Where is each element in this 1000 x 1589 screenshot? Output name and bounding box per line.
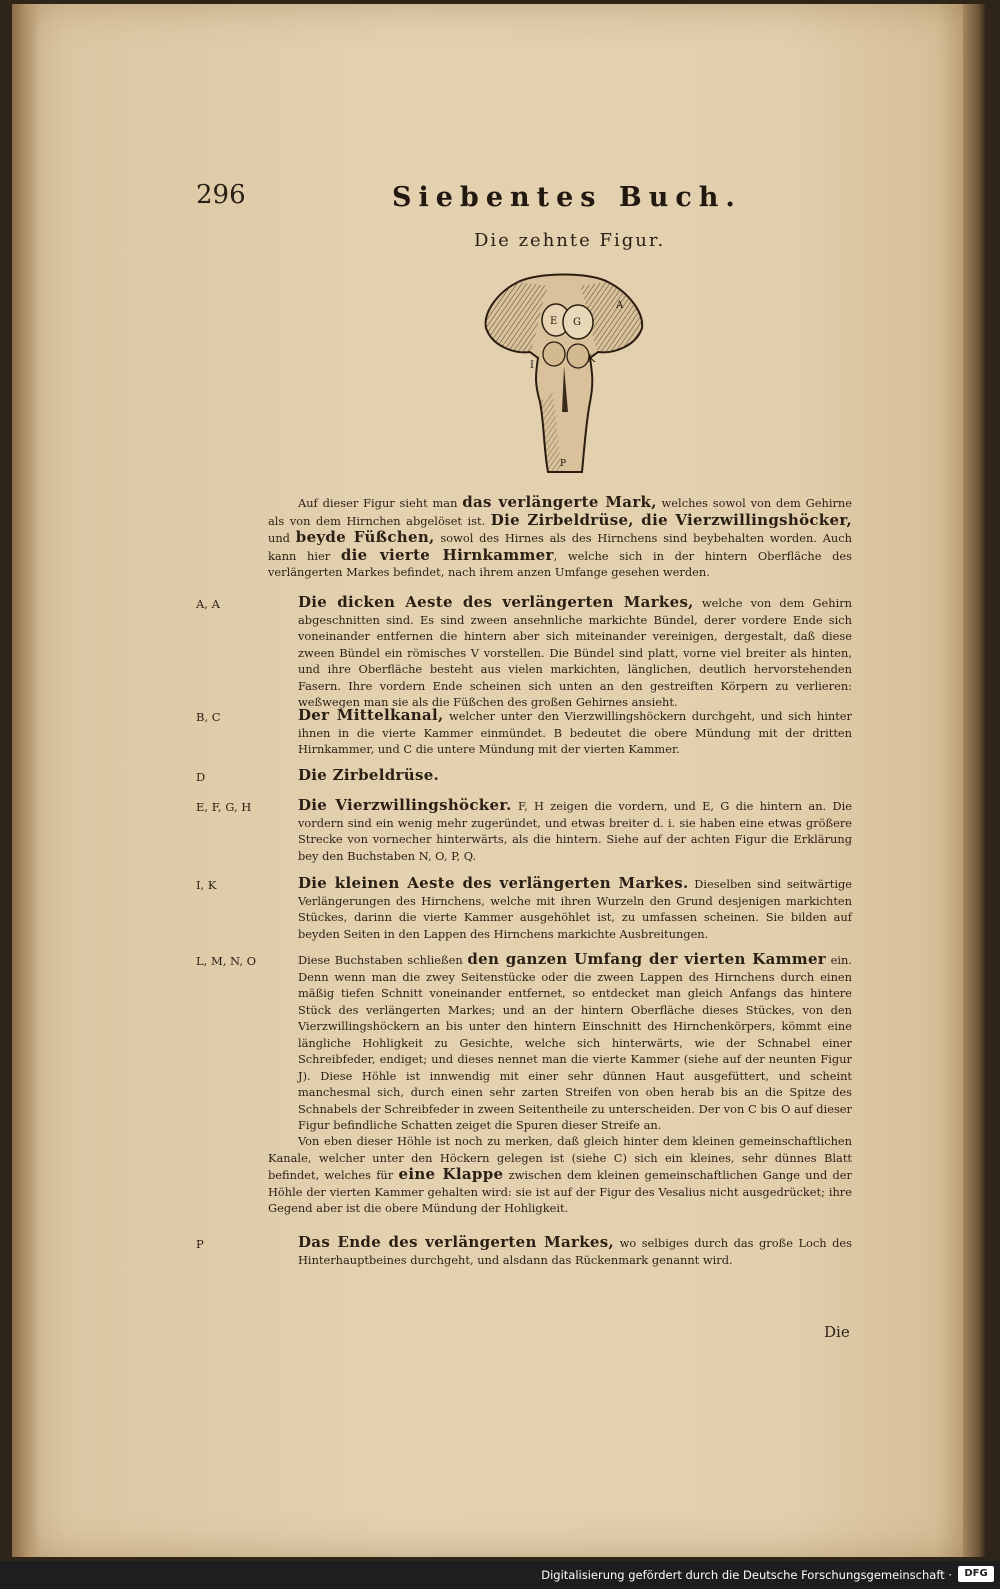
page-number: 296 — [196, 180, 246, 210]
entry-label: I, K — [196, 878, 217, 892]
figure-label-a: A — [616, 300, 624, 311]
page-gutter — [12, 4, 40, 1557]
figure-title: Die zehnte Figur. — [474, 230, 666, 251]
footer-text: Digitalisierung gefördert durch die Deutsche Forschungsgemeinschaft · — [541, 1568, 952, 1582]
entry-label: D — [196, 770, 206, 784]
brainstem-figure — [478, 262, 648, 474]
entry-label: L, M, N, O — [196, 954, 257, 968]
dfg-logo[interactable]: DFG — [958, 1566, 994, 1582]
entry-text: Der Mittelkanal, welcher unter den Vierzwillingshöckern durchgeht, und sich hinter ihnen in die vierte Kammer einmündet. B bedeutet die obere Mündung mit der dritten Hirnkammer, und C die untere Mündung mit der vierten Kammer. — [298, 706, 852, 756]
entry-text: Die kleinen Aeste des verlängerten Markes. Dieselben sind seitwärtige Verlängerungen des Hirnchens, welche mit ihren Wurzeln den Grund desjenigen markichten Stückes, darinn die vierte Kammer ausgehöhlet ist, zu umfassen scheinen. Sie bilden auf beyden Seiten in den Lappen des Hirnchens markichte Ausbreitungen. — [298, 874, 852, 941]
digitization-footer — [0, 1561, 1000, 1589]
page-edge — [963, 4, 985, 1557]
entry-label: B, C — [196, 710, 221, 724]
entry-text: Die Zirbeldrüse. — [298, 766, 440, 784]
entry-text: Die dicken Aeste des verlängerten Markes, welche von dem Gehirn abgeschnitten sind. Es sind zween ansehnliche markichte Bündel, derer vordere Ende sich voneinander entfernen die hintern aber sich miteinander vereinigen, dergestalt, daß diese zween Bündel ein römisches V vorstellen. Die Bündel sind platt, vorne viel breiter als hinten, und ihre Oberfläche besteht aus vielen markichten, länglichen, deutlich hervorstehenden Fasern. Ihre vordern Ende scheinen sich unten an den gestreiften Körpern zu verlieren: weßwegen man sie als die Füßchen des großen Gehirnes ansieht. — [298, 593, 853, 709]
figure-label-i: I — [530, 360, 534, 371]
entry-text: Die Vierzwillingshöcker. F, H zeigen die vordern, und E, G die hintern an. Die vordern sind ein wenig mehr zugeründet, und etwas breiter d. i. sie haben eine etwas größere Strecke von vornecher hinterwärts, als die hintern. Siehe auf der achten Figur die Erklärung bey den Buchstaben N, O, P, Q. — [298, 796, 852, 863]
catchword: Die — [824, 1323, 850, 1341]
figure-label-p: P — [560, 459, 567, 469]
figure-label-k: K — [588, 354, 596, 365]
entry-label: A, A — [196, 597, 220, 611]
note-paragraph: Von eben dieser Höhle ist noch zu merken, daß gleich hinter dem kleinen gemeinschaftlichen Kanale, welcher unter den Höckern gelegen ist (siehe C) sich ein kleines, sehr dünnes Blatt befindet, welches für eine Klappe zwischen dem kleinen gemeinschaftlichen Gange und der Höhle der vierten Kammer gehalten wird: sie ist auf der Figur des Vesalius nicht ausgedrücket; ihre Gegend aber ist die obere Mündung der Hohligkeit. — [268, 1134, 852, 1215]
entry-label: P — [196, 1237, 204, 1251]
entry-text: Diese Buchstaben schließen den ganzen Umfang der vierten Kammer ein. Denn wenn man die zwey Seitenstücke oder die zween Lappen des Hirnchens durch einen mäßig tiefen Schnitt voneinander entfernet, so entdecket man gleich Anfangs das hintere Stück des verlängerten Markes; und an der hintern Oberfläche dieses Stückes, von den Vierzwillingshöckern an bis unter den hintern Einschnitt des Hirnchenkörpers, kömmt eine längliche Hohligkeit zu Gesichte, welche sich hinterwärts, wie der Schnabel einer Schreibfeder, endiget; und dieses nennet man die vierte Kammer (siehe auf der neunten Figur J). Diese Höhle ist innwendig mit einer sehr dünnen Haut ausgefüttert, und scheint manchesmal sich, durch einen sehr zarten Streifen von oben herab bis an die Spitze des Schnabels der Schreibfeder in zween Seitentheile zu unterscheiden. Der von C bis O auf dieser Figur befindliche Schatten zeiget die Spuren dieser Streife an. — [298, 950, 852, 1132]
intro-paragraph: Auf dieser Figur sieht man das verlängerte Mark, welches sowol von dem Gehirne als von dem Hirnchen abgelöset ist. Die Zirbeldrüse, die Vierzwillingshöcker, und beyde Füßchen, sowol des Hirnes als des Hirnchens sind beybehalten worden. Auch kann hier die vierte Hirnkammer, welche sich in der hintern Oberfläche des verlängerten Markes befindet, nach ihrem anzen Umfange gesehen werden. — [268, 493, 853, 579]
figure-label-e: E — [550, 316, 558, 327]
running-head: Siebentes Buch. — [392, 182, 742, 213]
entry-label: E, F, G, H — [196, 800, 252, 814]
figure-label-g: G — [573, 317, 581, 328]
entry-text: Das Ende des verlängerten Markes, wo selbiges durch das große Loch des Hinterhauptbeines durchgeht, und alsdann das Rückenmark genannt wird. — [298, 1233, 853, 1267]
